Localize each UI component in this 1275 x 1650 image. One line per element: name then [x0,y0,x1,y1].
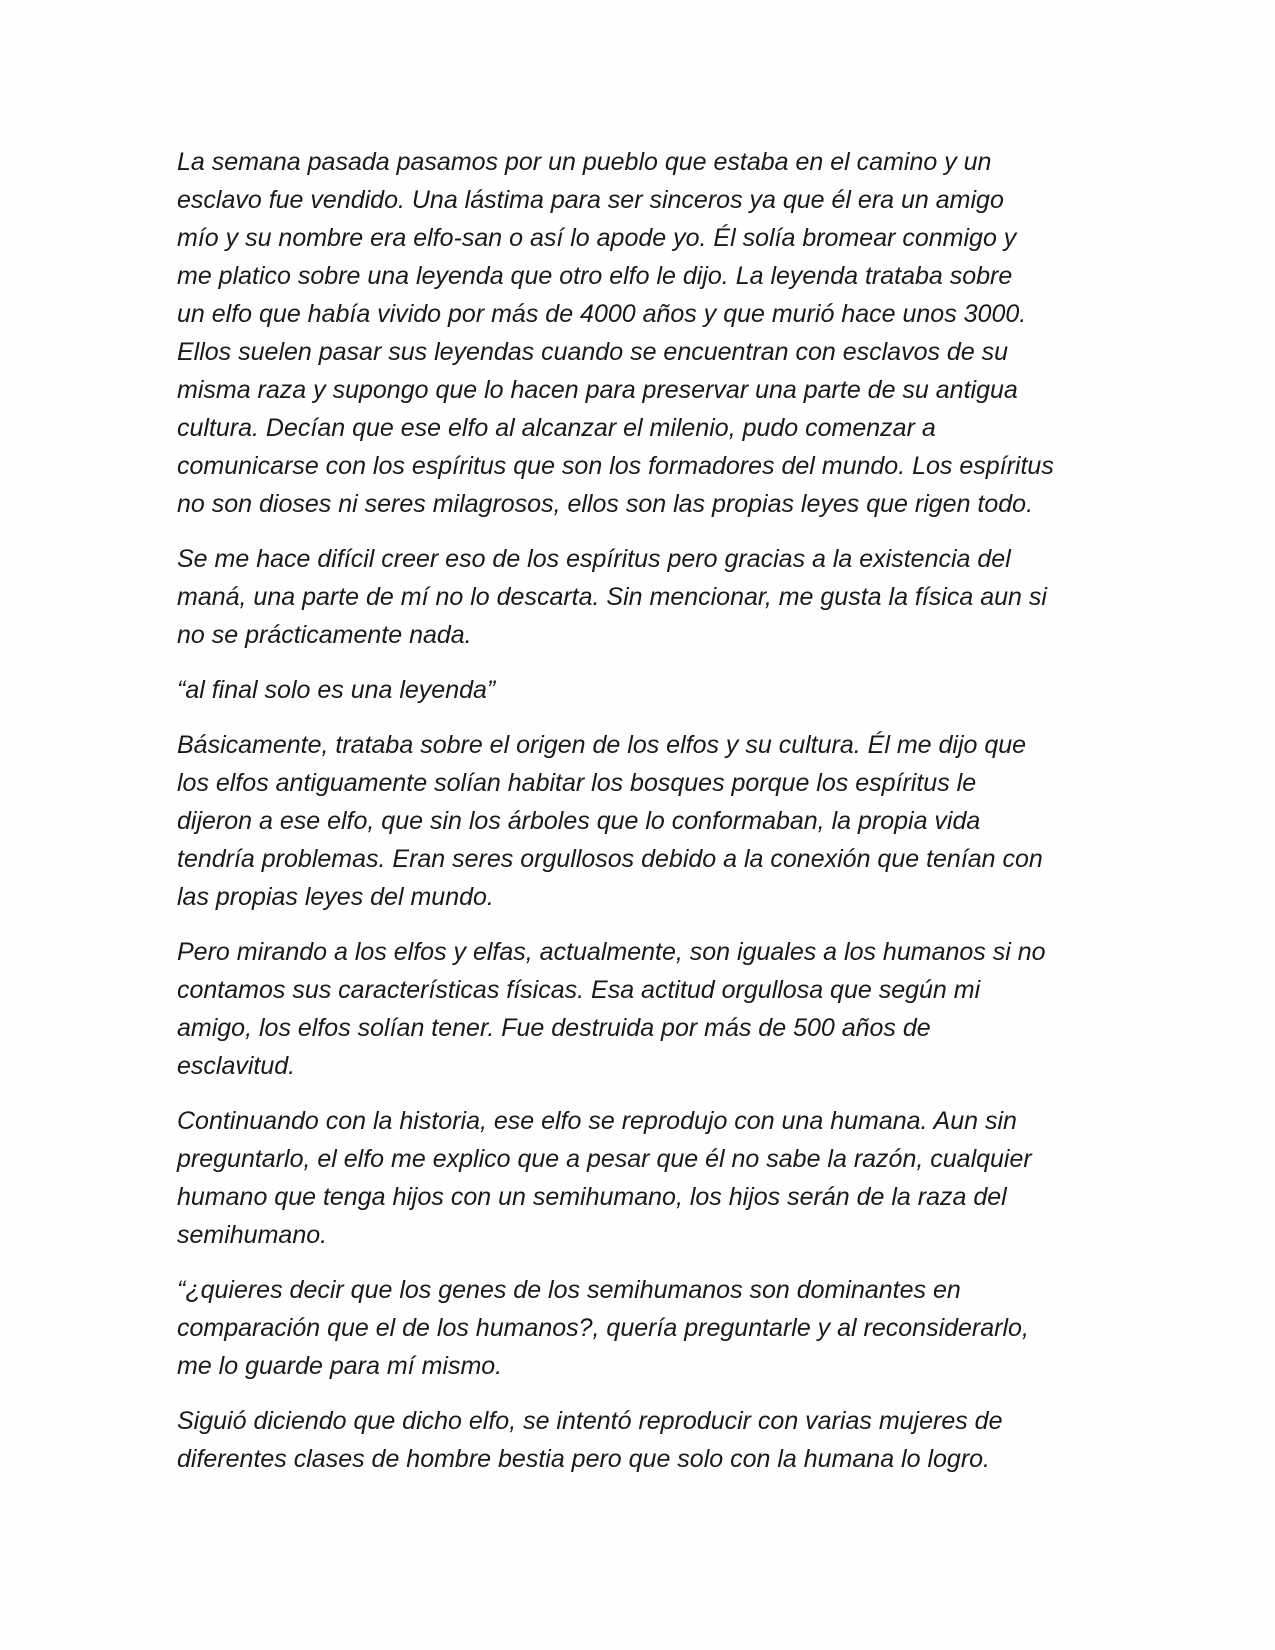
text-line: cultura. Decían que ese elfo al alcanzar el milenio, pudo comenzar a [177,414,936,442]
text-line: humano que tenga hijos con un semihumano, los hijos serán de la raza del [177,1183,1007,1211]
text-line: los elfos antiguamente solían habitar los bosques porque los espíritus le [177,769,977,797]
text-line: esclavo fue vendido. Una lástima para ser sinceros ya que él era un amigo [177,186,1004,214]
text-line: me platico sobre una leyenda que otro elfo le dijo. La leyenda trataba sobre [177,262,1013,290]
text-line: La semana pasada pasamos por un pueblo que estaba en el camino y un [177,148,992,176]
text-line: tendría problemas. Eran seres orgullosos debido a la conexión que tenían con [177,845,1043,873]
text-line: un elfo que había vivido por más de 4000 años y que murió hace unos 3000. [177,300,1027,328]
text-line: contamos sus características físicas. Esa actitud orgullosa que según mi [177,976,981,1004]
paragraph-6 [177,1102,1117,1254]
text-line: semihumano. [177,1221,328,1249]
paragraph-8 [177,1402,1117,1478]
text-line: amigo, los elfos solían tener. Fue destruida por más de 500 años de [177,1014,931,1042]
text-line: me lo guarde para mí mismo. [177,1352,503,1380]
text-line: dijeron a ese elfo, que sin los árboles que lo conformaban, la propia vida [177,807,981,835]
paragraph-4 [177,726,1117,916]
paragraph-3-quote [177,671,1117,709]
paragraph-1 [177,143,1117,523]
text-line: misma raza y supongo que lo hacen para preservar una parte de su antigua [177,376,1018,404]
text-line: preguntarlo, el elfo me explico que a pesar que él no sabe la razón, cualquier [177,1145,1032,1173]
text-line: Se me hace difícil creer eso de los espíritus pero gracias a la existencia del [177,545,1011,573]
text-line: diferentes clases de hombre bestia pero que solo con la humana lo logro. [177,1445,991,1473]
text-line: maná, una parte de mí no lo descarta. Sin mencionar, me gusta la física aun si [177,583,1047,611]
text-line: esclavitud. [177,1052,296,1080]
text-line: las propias leyes del mundo. [177,883,494,911]
text-line: mío y su nombre era elfo-san o así lo apode yo. Él solía bromear conmigo y [177,224,1017,252]
document-body [177,143,1117,1495]
text-line: comparación que el de los humanos?, quería preguntarle y al reconsiderarlo, [177,1314,1029,1342]
text-line: Pero mirando a los elfos y elfas, actualmente, son iguales a los humanos si no [177,938,1046,966]
text-line: Continuando con la historia, ese elfo se reprodujo con una humana. Aun sin [177,1107,1017,1135]
paragraph-2 [177,540,1117,654]
paragraph-7-quote [177,1271,1117,1385]
paragraph-5 [177,933,1117,1085]
text-line: no son dioses ni seres milagrosos, ellos son las propias leyes que rigen todo. [177,490,1034,518]
text-line: Ellos suelen pasar sus leyendas cuando se encuentran con esclavos de su [177,338,1009,366]
text-line: “¿quieres decir que los genes de los semihumanos son dominantes en [177,1276,961,1304]
text-line: comunicarse con los espíritus que son los formadores del mundo. Los espíritus [177,452,1054,480]
text-line: “al final solo es una leyenda” [177,676,496,704]
text-line: Básicamente, trataba sobre el origen de los elfos y su cultura. Él me dijo que [177,731,1027,759]
text-line: no se prácticamente nada. [177,621,472,649]
text-line: Siguió diciendo que dicho elfo, se intentó reproducir con varias mujeres de [177,1407,1003,1435]
